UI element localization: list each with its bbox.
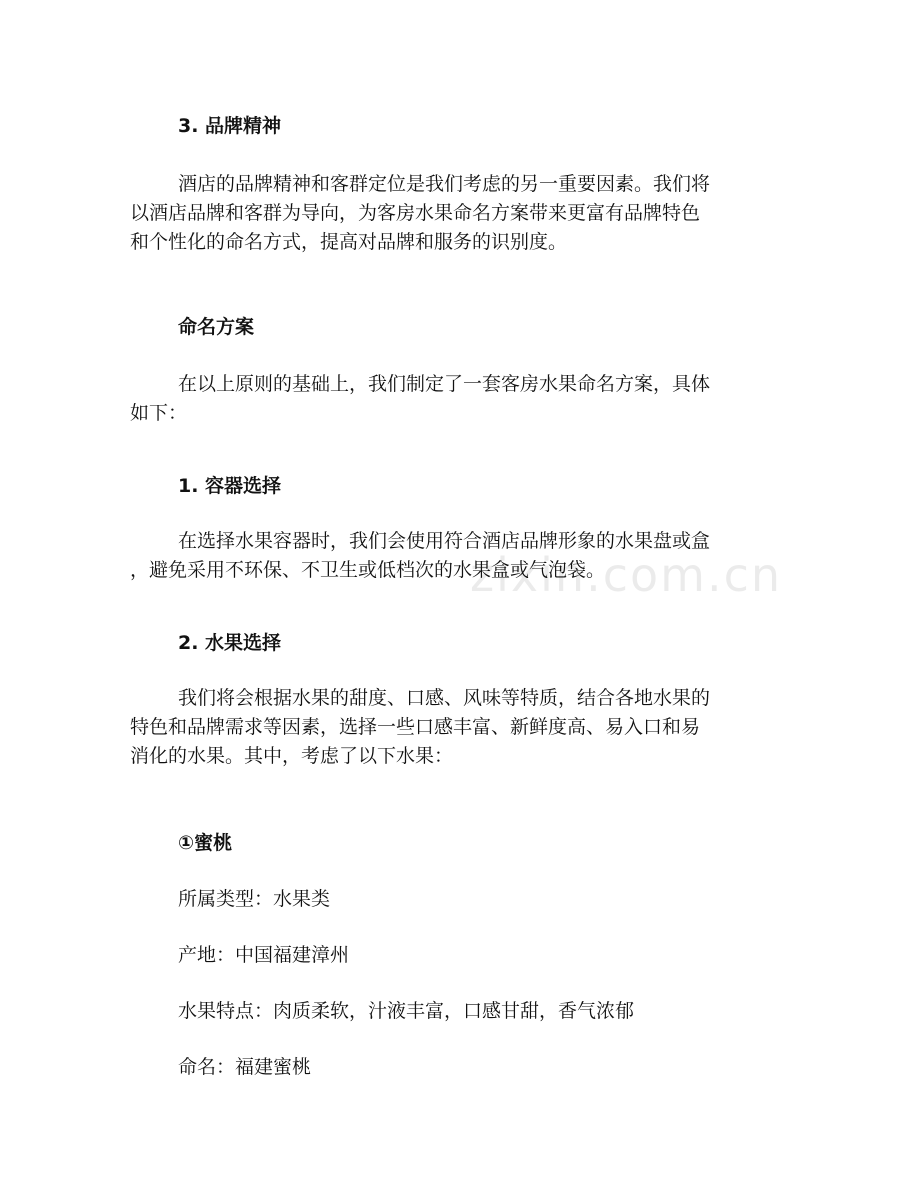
watermark: zixin.com.cn	[470, 548, 783, 602]
paragraph-line: 以酒店品牌和客群为导向，为客房水果命名方案带来更富有品牌特色	[130, 202, 701, 224]
paragraph-line: 特色和品牌需求等因素，选择一些口感丰富、新鲜度高、易入口和易	[130, 716, 701, 738]
fruit-type-line: 所属类型：水果类	[178, 888, 331, 910]
paragraph-line: 酒店的品牌精神和客群定位是我们考虑的另一重要因素。我们将	[178, 173, 711, 195]
fruit-features-line: 水果特点：肉质柔软，汁液丰富，口感甘甜，香气浓郁	[178, 1000, 635, 1022]
paragraph-fruit-selection	[130, 684, 790, 771]
heading-brand-spirit: 3. 品牌精神	[178, 115, 282, 137]
paragraph-brand-spirit	[130, 170, 790, 257]
heading-naming-scheme: 命名方案	[178, 316, 255, 338]
heading-fruit-selection: 2. 水果选择	[178, 632, 282, 654]
fruit-origin-line: 产地：中国福建漳州	[178, 944, 350, 966]
fruit-name-line: 命名：福建蜜桃	[178, 1056, 312, 1078]
paragraph-line: 消化的水果。其中，考虑了以下水果：	[130, 745, 454, 767]
paragraph-line: 在选择水果容器时，我们会使用符合酒店品牌形象的水果盘或盒	[178, 530, 711, 552]
paragraph-line: 我们将会根据水果的甜度、口感、风味等特质，结合各地水果的	[178, 687, 711, 709]
paragraph-line: 在以上原则的基础上，我们制定了一套客房水果命名方案，具体	[178, 373, 711, 395]
paragraph-naming-scheme	[130, 370, 790, 428]
paragraph-line: 如下：	[130, 402, 188, 424]
paragraph-line: 和个性化的命名方式，提高对品牌和服务的识别度。	[130, 231, 568, 253]
heading-peach: ①蜜桃	[178, 832, 233, 854]
paragraph-line: ，避免采用不环保、不卫生或低档次的水果盒或气泡袋。	[130, 559, 606, 581]
heading-container-selection: 1. 容器选择	[178, 475, 282, 497]
